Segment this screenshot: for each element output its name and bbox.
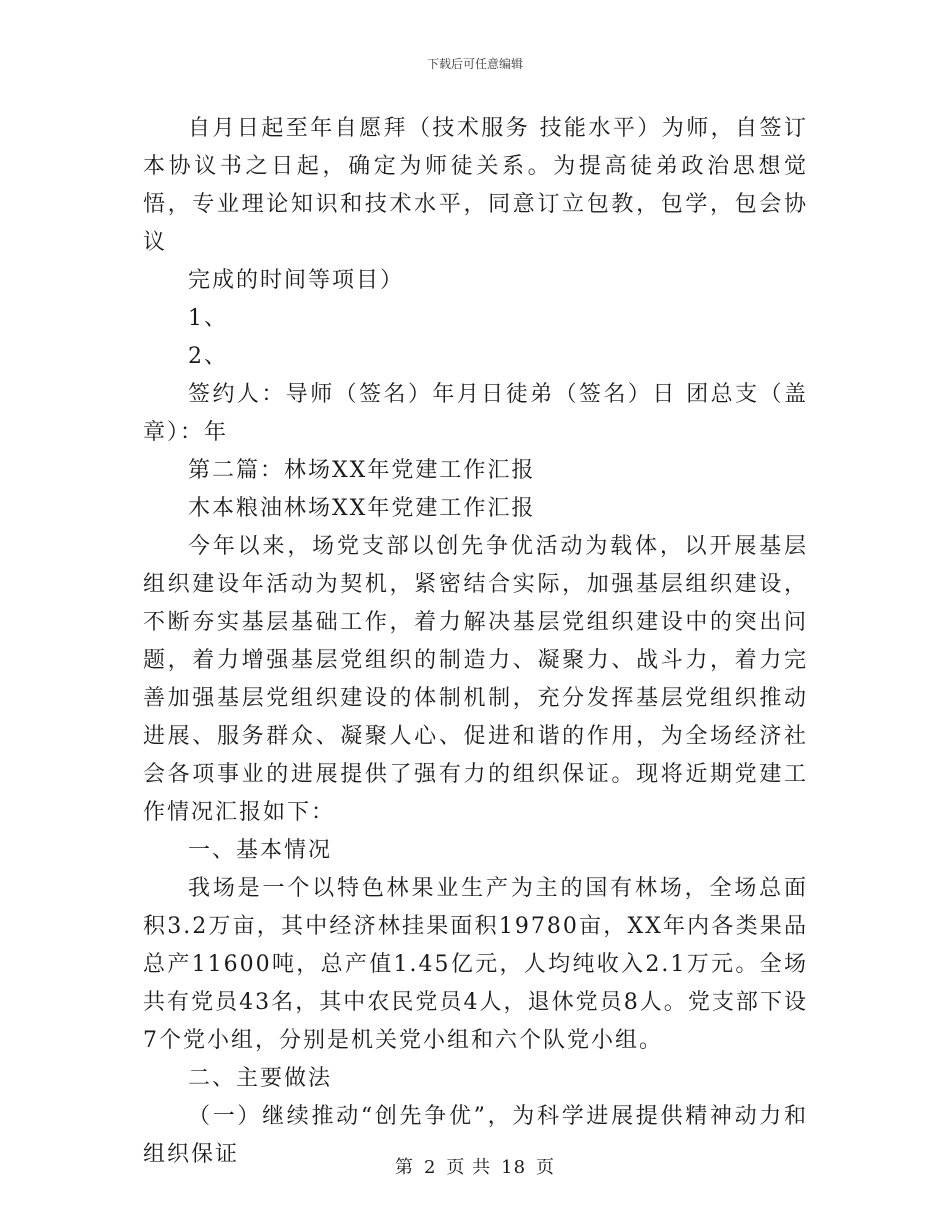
footer-total-pages: 18 xyxy=(501,1157,527,1178)
document-body xyxy=(143,110,808,1174)
footer-page-number: 2 xyxy=(423,1157,437,1178)
paragraph-completion-time: 完成的时间等项目） xyxy=(188,268,405,293)
heading-basic-situation: 一、基本情况 xyxy=(188,838,333,863)
page-footer xyxy=(0,1153,950,1179)
paragraph-intro: 今年以来，场党支部以创先争优活动为载体，以开展基层组织建设年活动为契机，紧密结合实际，加强基层组织建设，不断夯实基层基础工作，着力解决基层党组织建设中的突出问题，着力增强基层党组织的制造力、凝聚力、战斗力，着力完善加强基层党组织建设的体制机制，充分发挥基层党组织推动进展、服务群众、凝聚人心、促进和谐的作用，为全场经济社会各项事业的进展提供了强有力的组织保证。现将近期党建工作情况汇报如下： xyxy=(143,534,808,825)
paragraph-agreement: 自月日起至年自愿拜（技术服务 技能水平）为师，自签订本协议书之日起，确定为师徒关系。为提高徒弟政治思想觉悟，专业理论知识和技术水平，同意订立包教，包学，包会协议 xyxy=(143,116,808,255)
paragraph-basic-situation: 我场是一个以特色林果业生产为主的国有林场，全场总面积3.2万亩，其中经济林挂果面积19780亩，XX年内各类果品总产11600吨，总产值1.45亿元，人均纯收入2.1万元。全场共有党员43名，其中农民党员4人，退休党员8人。党支部下设7个党小组，分别是机关党小组和六个队党小组。 xyxy=(143,876,808,1053)
paragraph-item-1: 1、 xyxy=(188,306,228,331)
section-title-part-two: 第二篇：林场XX年党建工作汇报 xyxy=(188,458,536,483)
paragraph-signatures: 签约人：导师（签名）年月日徒弟（签名）日 团总支（盖章）：年 xyxy=(143,382,808,445)
heading-main-practices: 二、主要做法 xyxy=(188,1066,333,1091)
paragraph-practice-one: （一）继续推动“创先争优”，为科学进展提供精神动力和组织保证 xyxy=(143,1104,808,1167)
header-note: 下载后可任意编辑 xyxy=(426,57,523,71)
paragraph-item-2: 2、 xyxy=(188,344,228,369)
report-title: 木本粮油林场XX年党建工作汇报 xyxy=(188,496,536,521)
footer-suffix: 页 xyxy=(536,1157,556,1178)
footer-prefix: 第 xyxy=(394,1157,414,1178)
footer-middle: 页 共 xyxy=(446,1157,492,1178)
